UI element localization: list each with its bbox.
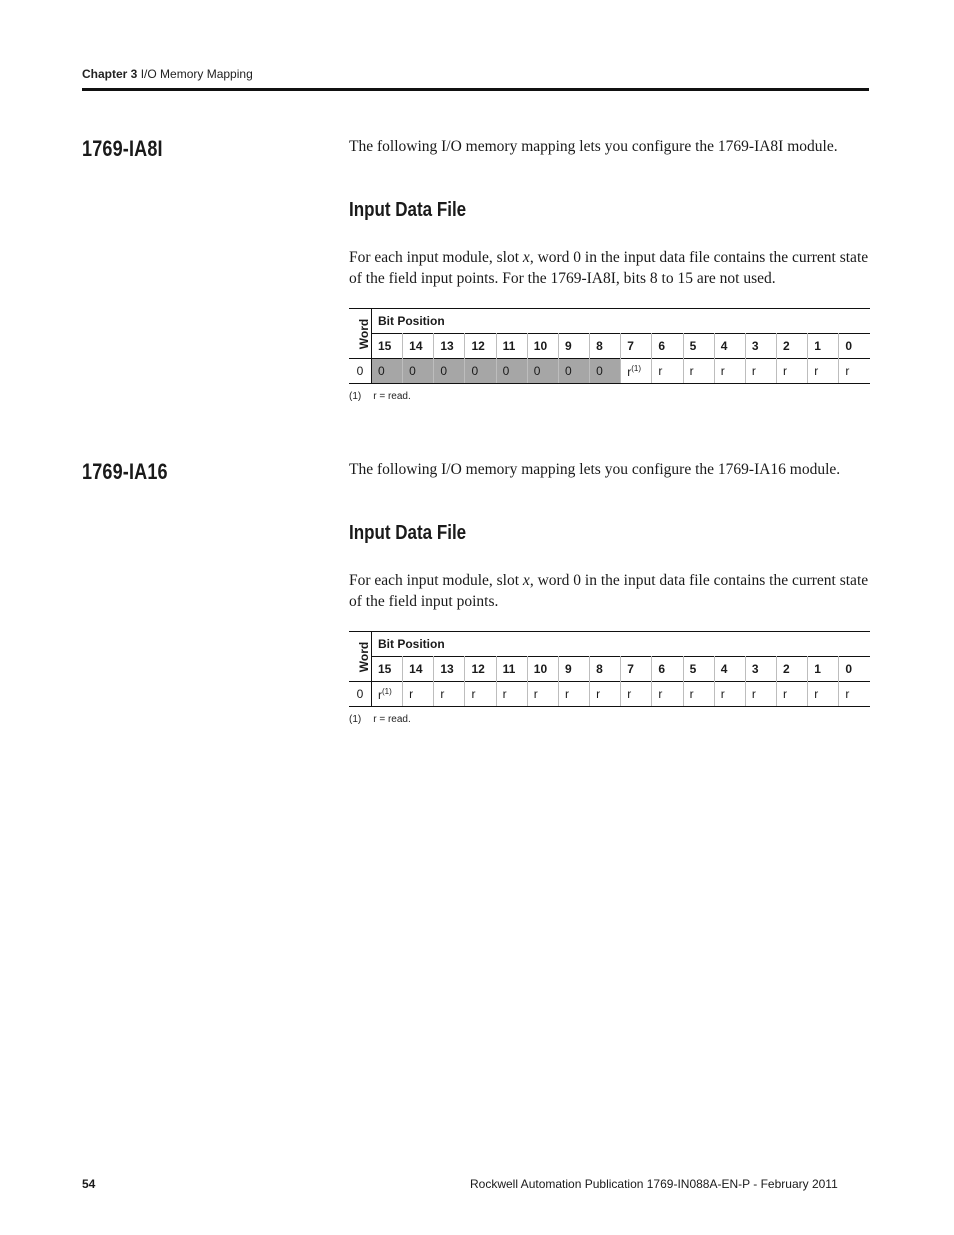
bit-number: 13 [434, 657, 465, 682]
footnote-ref: (1) [382, 686, 392, 696]
intro-text-ia16: The following I/O memory mapping lets you configure the 1769-IA16 module. [349, 461, 841, 478]
subhead-input-data-file-ia16: Input Data File [349, 522, 467, 544]
para-text: , word 0 in the input data file contains the current state of the field input points. For the 1769-IA8I, bits 8 to 15 are not used. [349, 249, 869, 287]
bit-value: r [558, 682, 589, 707]
bit-position-header: Bit Position [372, 309, 871, 334]
footnote-text: r = read. [373, 391, 411, 402]
header-rule [82, 88, 869, 91]
bit-value: r [714, 682, 745, 707]
bit-value: r [808, 359, 839, 384]
bit-number: 12 [465, 334, 496, 359]
bit-table-ia8i [349, 308, 870, 384]
publication-footer: Rockwell Automation Publication 1769-IN088A-EN-P - February 2011 [470, 1177, 838, 1191]
para-variable: x [522, 572, 530, 589]
bit-number: 9 [558, 334, 589, 359]
bit-number: 14 [403, 657, 434, 682]
bit-number: 15 [372, 657, 403, 682]
bit-number: 3 [745, 657, 776, 682]
bit-value: r [621, 682, 652, 707]
paragraph-ia16 [349, 570, 869, 612]
word-value: 0 [349, 682, 372, 707]
bit-value: r [465, 682, 496, 707]
bit-value: 0 [527, 359, 558, 384]
bit-value: r [496, 682, 527, 707]
bit-number: 11 [496, 334, 527, 359]
bit-number: 13 [434, 334, 465, 359]
bit-number: 4 [714, 334, 745, 359]
bit-value: r [527, 682, 558, 707]
bit-value: r [652, 682, 683, 707]
footnote-ref: (1) [631, 363, 642, 373]
bit-number: 6 [652, 334, 683, 359]
bit-value: r [808, 682, 839, 707]
bit-value: r [745, 359, 776, 384]
word-header-cell [349, 632, 372, 682]
word-value: 0 [349, 359, 372, 384]
bit-number: 3 [745, 334, 776, 359]
bit-number: 15 [372, 334, 403, 359]
bit-number: 12 [465, 657, 496, 682]
chapter-title: I/O Memory Mapping [140, 67, 253, 81]
table-row [349, 682, 870, 707]
word-header: Word [357, 318, 372, 349]
bit-value: r [403, 682, 434, 707]
bit-number: 5 [683, 657, 714, 682]
bit-value: r [777, 682, 808, 707]
bit-value: 0 [434, 359, 465, 384]
bit-number: 1 [808, 657, 839, 682]
word-header-cell [349, 309, 372, 359]
bit-number-row [349, 657, 870, 682]
word-header: Word [357, 641, 372, 672]
chapter-label: Chapter 3 [82, 67, 138, 81]
bit-number: 8 [590, 334, 621, 359]
section-title-ia16: 1769-IA16 [82, 459, 168, 484]
bit-value: r [627, 364, 632, 379]
bit-number: 6 [652, 657, 683, 682]
bit-number: 14 [403, 334, 434, 359]
footnote-text: r = read. [373, 714, 411, 725]
bit-number: 2 [777, 657, 808, 682]
bit-value: r [839, 359, 870, 384]
bit-number: 7 [621, 657, 652, 682]
intro-text-ia8i: The following I/O memory mapping lets you configure the 1769-IA8I module. [349, 138, 838, 155]
bit-value: 0 [590, 359, 621, 384]
bit-value: r [839, 682, 870, 707]
bit-value: r [777, 359, 808, 384]
bit-value: 0 [496, 359, 527, 384]
bit-value: r [745, 682, 776, 707]
bit-value-cell [372, 682, 403, 707]
footnote-ia16 [349, 714, 423, 725]
page-number: 54 [82, 1177, 96, 1191]
bit-value: 0 [372, 359, 403, 384]
bit-value: r [652, 359, 683, 384]
bit-value: r [714, 359, 745, 384]
para-text: , word 0 in the input data file contains the current state of the field input points. [349, 572, 869, 610]
bit-number: 0 [839, 334, 870, 359]
running-header [82, 67, 253, 81]
bit-value: 0 [558, 359, 589, 384]
para-text: For each input module, slot [349, 249, 523, 266]
bit-table-ia16 [349, 631, 870, 707]
footnote-ia8i [349, 391, 423, 402]
para-text: For each input module, slot [349, 572, 523, 589]
bit-number: 2 [777, 334, 808, 359]
bit-position-header: Bit Position [372, 632, 871, 657]
bit-value: r [434, 682, 465, 707]
bit-number: 10 [527, 334, 558, 359]
bit-number: 11 [496, 657, 527, 682]
bit-number: 9 [558, 657, 589, 682]
para-variable: x [522, 249, 530, 266]
bit-number: 0 [839, 657, 870, 682]
bit-value: r [683, 359, 714, 384]
bit-number-row [349, 334, 870, 359]
bit-number: 1 [808, 334, 839, 359]
table-row [349, 359, 870, 384]
bit-value: r [590, 682, 621, 707]
subhead-input-data-file-ia8i: Input Data File [349, 199, 467, 221]
bit-value: 0 [403, 359, 434, 384]
bit-number: 7 [621, 334, 652, 359]
bit-value-cell [621, 359, 652, 384]
bit-number: 4 [714, 657, 745, 682]
section-title-ia8i: 1769-IA8I [82, 136, 163, 161]
bit-number: 10 [527, 657, 558, 682]
bit-value: r [378, 687, 382, 702]
bit-value: 0 [465, 359, 496, 384]
bit-number: 8 [590, 657, 621, 682]
bit-number: 5 [683, 334, 714, 359]
footnote-marker: (1) [349, 391, 362, 402]
footnote-marker: (1) [349, 714, 362, 725]
bit-value: r [683, 682, 714, 707]
paragraph-ia8i [349, 247, 869, 289]
